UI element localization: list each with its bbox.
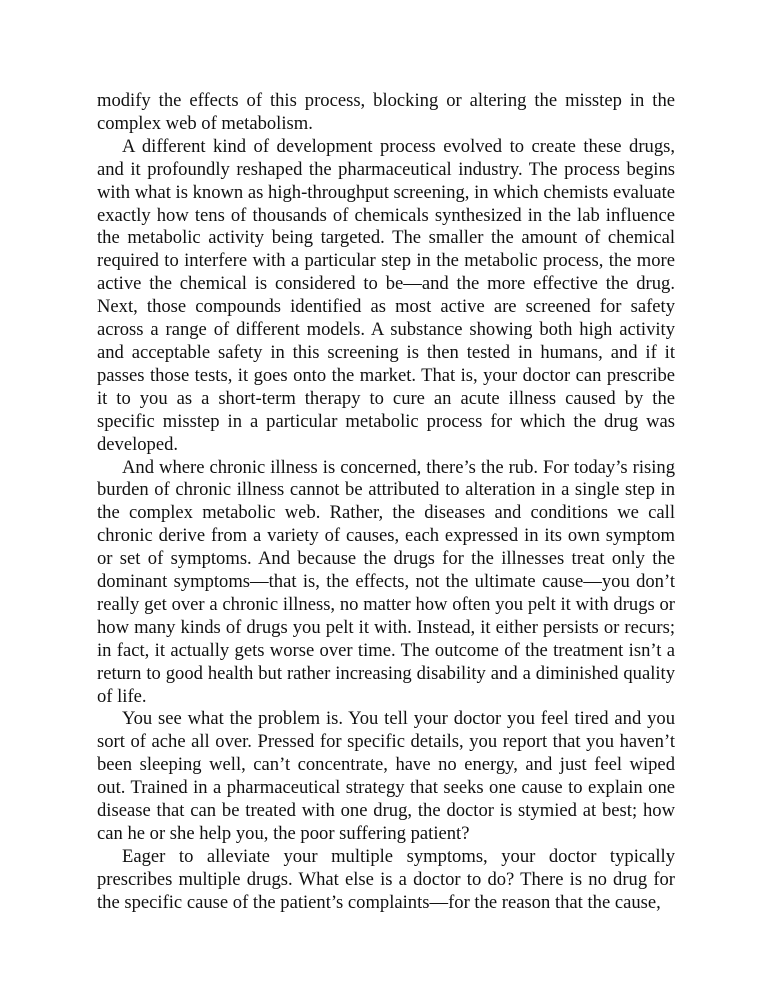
- page-text-block: [97, 90, 675, 915]
- paragraph-the-problem: You see what the problem is. You tell your doctor you feel tired and you sort of ache all over. Pressed for specific details, you report that you haven’t been sleeping well, can’t concentrate, have no energy, and just feel wiped out. Trained in a pharmaceutical strategy that seeks one cause to explain one disease that can be treated with one drug, the doctor is stymied at best; how can he or she help you, the poor suffering patient?: [97, 708, 675, 844]
- paragraph-chronic-illness: And where chronic illness is concerned, there’s the rub. For today’s rising burden of chronic illness cannot be attributed to alteration in a single step in the complex metabolic web. Rather, the diseases and conditions we call chronic derive from a variety of causes, each expressed in its own symptom or set of symptoms. And because the drugs for the illnesses treat only the dominant symptoms—that is, the effects, not the ultimate cause—you don’t really get over a chronic illness, no matter how often you pelt it with drugs or how many kinds of drugs you pelt it with. Instead, it either persists or recurs; in fact, it actually gets worse over time. The outcome of the treatment isn’t a return to good health but rather increasing disability and a diminished quality of life.: [97, 456, 675, 707]
- paragraph-multiple-drugs: Eager to alleviate your multiple symptoms, your doctor typically prescribes multiple drugs. What else is a doctor to do? There is no drug for the specific cause of the patient’s complaints—for the reason that the cause,: [97, 845, 675, 913]
- paragraph-development-process: A different kind of development process evolved to create these drugs, and it profoundly reshaped the pharmaceutical industry. The process begins with what is known as high-throughput screening, in which chemists evaluate exactly how tens of thousands of chemicals synthesized in the lab influence the metabolic activity being targeted. The smaller the amount of chemical required to interfere with a particular step in the metabolic process, the more active the chemical is considered to be—and the more effective the drug. Next, those compounds identified as most active are screened for safety across a range of different models. A substance showing both high activity and acceptable safety in this screening is then tested in humans, and if it passes those tests, it goes onto the market. That is, your doctor can prescribe it to you as a short-term therapy to cure an acute illness caused by the specific misstep in a particular metabolic process for which the drug was developed.: [97, 135, 675, 455]
- paragraph-continuation: modify the effects of this process, blocking or altering the misstep in the complex web of metabolism.: [97, 90, 675, 134]
